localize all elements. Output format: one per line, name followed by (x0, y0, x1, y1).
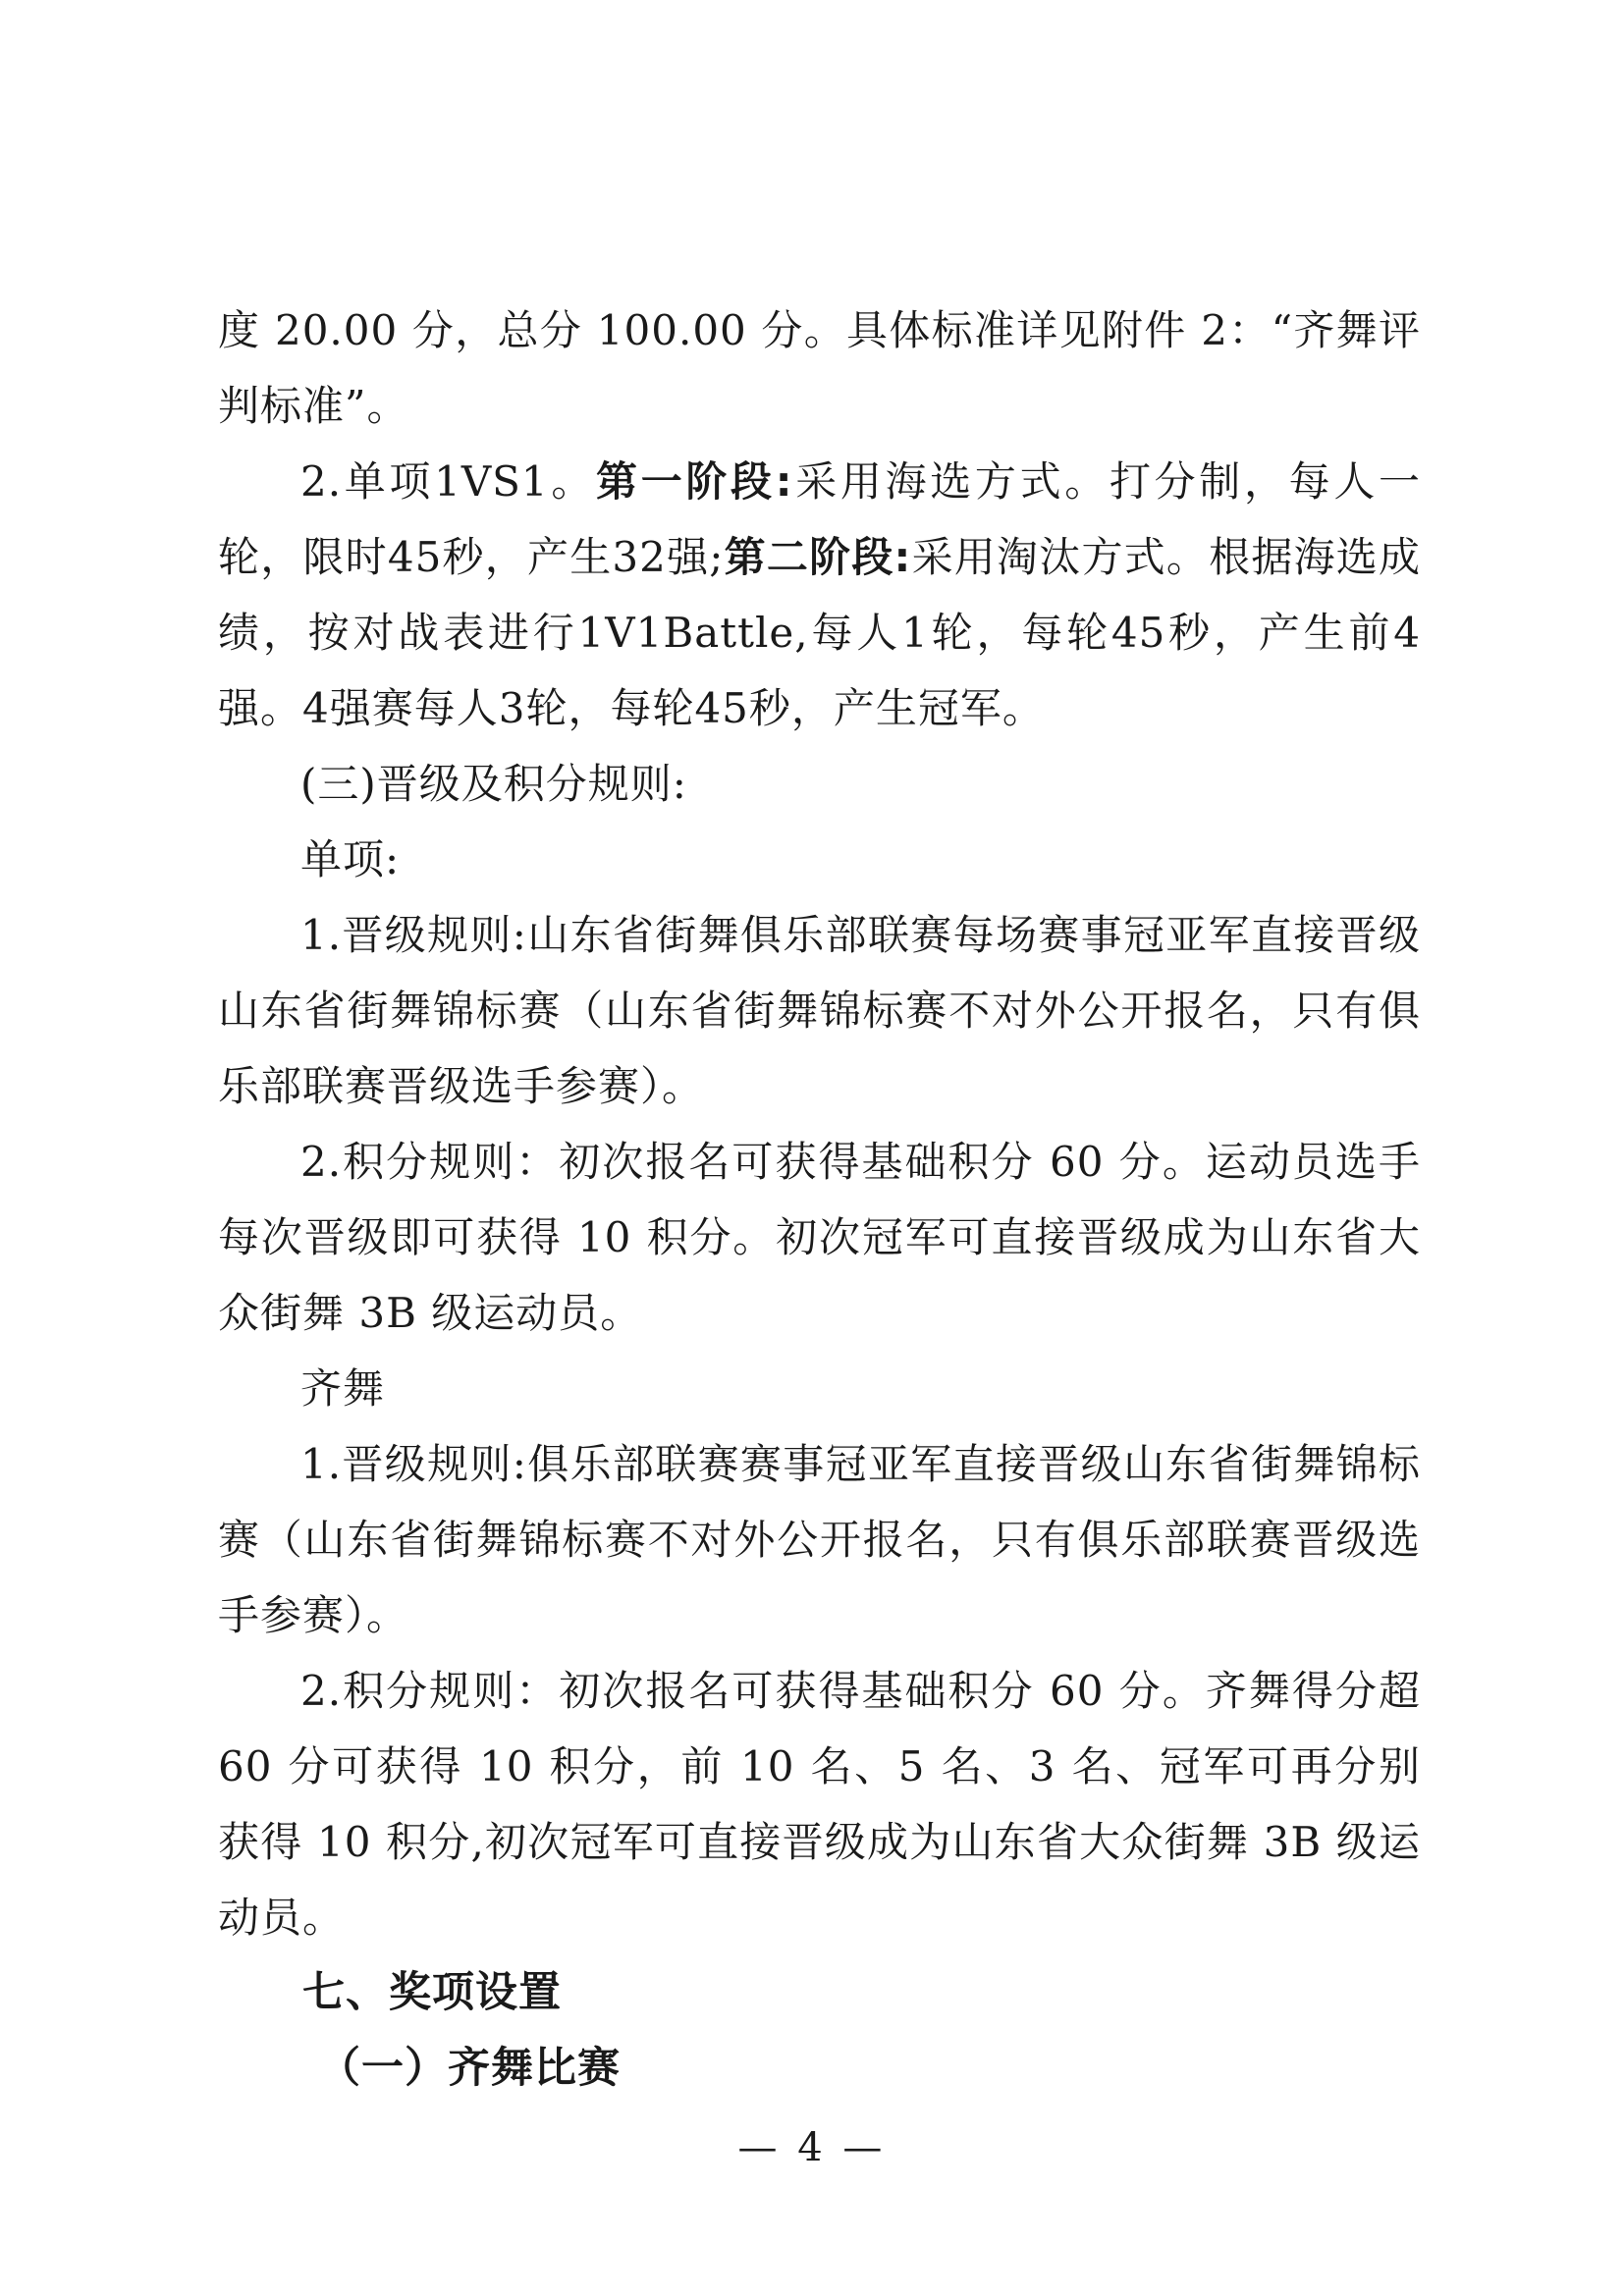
subsection-promotion-rules: (三)晋级及积分规则: (300, 760, 687, 808)
page-number: — 4 — (737, 2125, 887, 2170)
stage1-text: 采用海选方式。打分制，每人一轮，限时45秒，产生32强; (218, 457, 1422, 581)
label-group-dance: 齐舞 (300, 1364, 386, 1413)
paragraph-solo-promotion: 1.晋级规则:山东省街舞俱乐部联赛每场赛事冠亚军直接晋级山东省街舞锦标赛（山东省街舞锦标赛不对外公开报名，只有俱乐部联赛晋级选手参赛）。 (218, 911, 1421, 1110)
paragraph-scoring-total: 度 20.00 分，总分 100.00 分。具体标准详见附件 2：“齐舞评判标准”。 (218, 306, 1421, 430)
document-body (218, 293, 1421, 2107)
stage1-label: 第一阶段: (596, 457, 793, 506)
stage2-label: 第二阶段: (724, 533, 912, 581)
stage2-text: 采用淘汰方式。根据海选成绩，按对战表进行1V1Battle,每人1轮，每轮45秒，产生前4强。4强赛每人3轮，每轮45秒，产生冠军。 (218, 533, 1421, 732)
paragraph-group-promotion: 1.晋级规则:俱乐部联赛赛事冠亚军直接晋级山东省街舞锦标赛（山东省街舞锦标赛不对外公开报名，只有俱乐部联赛晋级选手参赛）。 (218, 1440, 1421, 1639)
paragraph-solo-points: 2.积分规则：初次报名可获得基础积分 60 分。运动员选手每次晋级即可获得 10 积分。初次冠军可直接晋级成为山东省大众街舞 3B 级运动员。 (218, 1138, 1421, 1337)
solo-intro: 2.单项1VS1。 (300, 457, 597, 506)
label-solo: 单项: (300, 835, 401, 883)
paragraph-solo-1vs1 (218, 444, 1421, 746)
subsection-heading-group-dance: （一）齐舞比赛 (318, 2044, 621, 2093)
section-heading-awards: 七、奖项设置 (302, 1968, 562, 2017)
paragraph-group-points: 2.积分规则：初次报名可获得基础积分 60 分。齐舞得分超 60 分可获得 10 积分，前 10 名、5 名、3 名、冠军可再分别获得 10 积分,初次冠军可直接晋级成为山东省大众街舞 3B 级运动员。 (218, 1667, 1421, 1942)
